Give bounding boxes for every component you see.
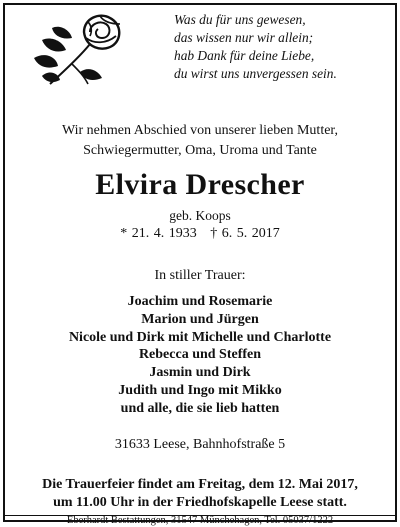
poem-line: du wirst uns unvergessen sein. xyxy=(174,66,337,81)
mourner-line: und alle, die sie lieb hatten xyxy=(120,400,280,416)
poem-line: Was du für uns gewesen, xyxy=(174,12,306,27)
mourner-line: Jasmin und Dirk xyxy=(149,365,251,381)
funeral-line: um 11.00 Uhr in der Friedhofskapelle Leese statt. xyxy=(53,495,347,510)
mourners-list xyxy=(0,293,400,418)
life-dates xyxy=(0,226,400,242)
poem-line: hab Dank für deine Liebe, xyxy=(174,48,315,63)
mourner-line: Nicole und Dirk mit Michelle und Charlotte xyxy=(68,329,332,345)
intro-line: Schwiegermutter, Oma, Uroma und Tante xyxy=(83,143,317,158)
funeral-line: Die Trauerfeier findet am Freitag, dem 12. Mai 2017, xyxy=(42,477,358,492)
mourner-line: Joachim und Rosemarie xyxy=(127,294,273,309)
intro-line: Wir nehmen Abschied von unserer lieben Mutter, xyxy=(61,123,339,138)
poem-line: das wissen nur wir allein; xyxy=(174,30,314,45)
family-address: 31633 Leese, Bahnhofstraße 5 xyxy=(114,437,286,452)
rose-icon xyxy=(28,10,126,90)
funeral-home-footer: Eberhardt Bestattungen, 31547 Münchehagen, Tel. 05037/1222 xyxy=(66,515,334,526)
mourner-line: Marion und Jürgen xyxy=(141,311,259,327)
funeral-info xyxy=(0,476,400,512)
mourner-line: Judith und Ingo mit Mikko xyxy=(118,382,282,398)
poem-verse xyxy=(174,11,384,83)
farewell-intro xyxy=(0,121,400,161)
mourning-heading: In stiller Trauer: xyxy=(154,268,246,283)
life-dates-text: * 21. 4. 1933 † 6. 5. 2017 xyxy=(120,226,280,241)
maiden-name: geb. Koops xyxy=(169,208,231,223)
deceased-name: Elvira Drescher xyxy=(95,168,305,201)
mourner-line: Rebecca und Steffen xyxy=(138,347,262,363)
